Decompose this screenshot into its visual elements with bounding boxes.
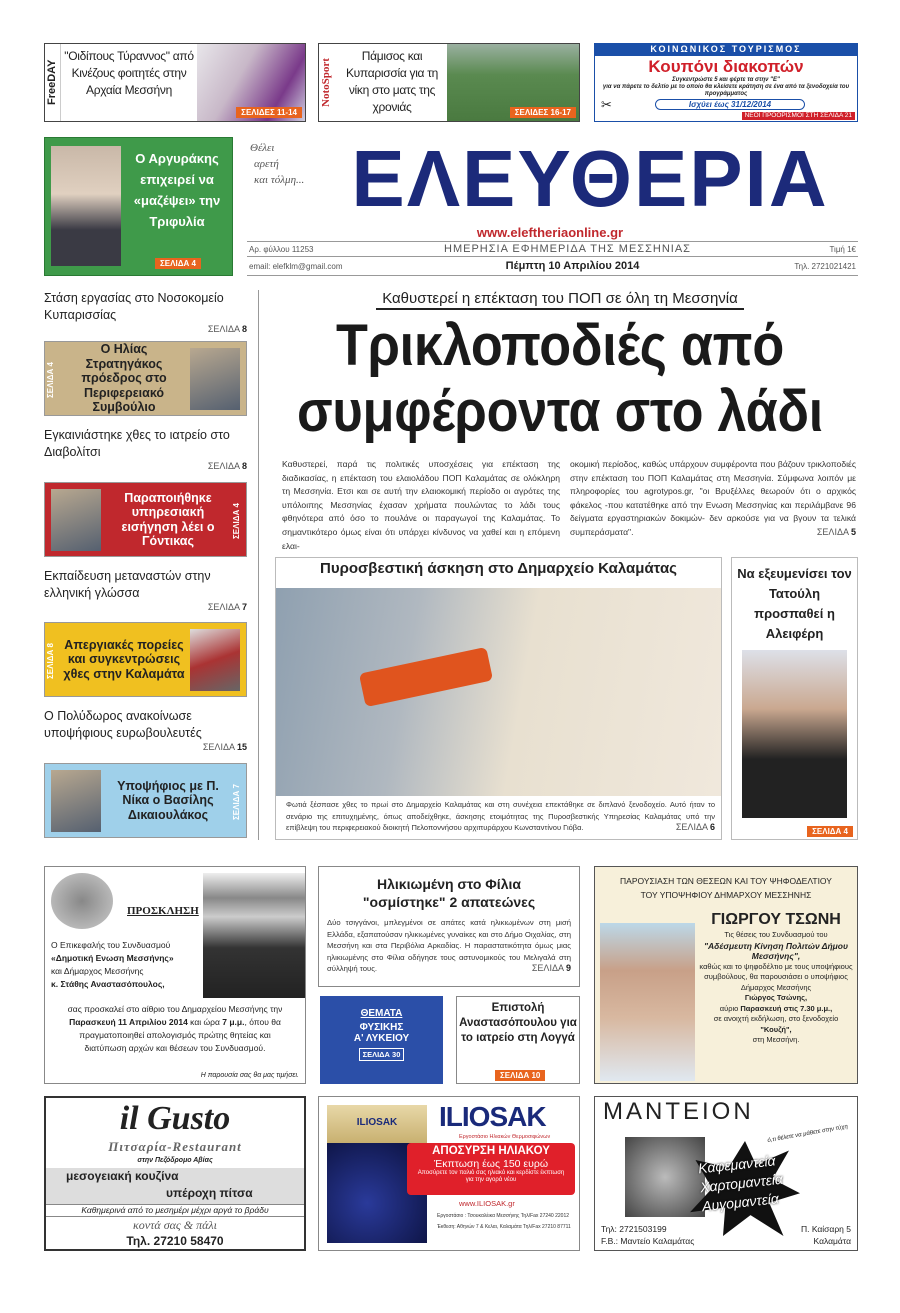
paper-subtitle: ΗΜΕΡΗΣΙΑ ΕΦΗΜΕΡΙΔΑ ΤΗΣ ΜΕΣΣΗΝΙΑΣ bbox=[444, 243, 691, 255]
letter-teaser[interactable] bbox=[456, 996, 580, 1084]
iliosak-factory: Εργοστάσιο : Τσουκαλέικα Μεσσήνης Τηλ/Fax 27240 22012 bbox=[437, 1213, 570, 1219]
lead-body-col1: Καθυστερεί, παρά τις πολιτικές υποσχέσεις για επέκταση της διαδικασίας, η επέκταση του ελαιολάδου ΠΟΠ Καλαμάτας σε ολόκληρη τη Μεσσηνία. Ετσι και σε αυτή την ελαιοκομική περίοδο οι αγρότες της υπόλοιπης Μεσσηνίας έχασαν χρήματα πουλώντας το λάδι τους φθηνότερα από όσο το πουλάνε οι παραγωγοί της Καλαμάτας. Το σημαντικότερο όμως είναι ότι υπάρχει κίνδυνος να χαθεί και η επόμενη ελαι- bbox=[282, 459, 560, 551]
left-teaser-strikes[interactable] bbox=[44, 622, 247, 697]
teaser-text: Ο Ηλίας Στρατηγάκος πρόεδρος στο Περιφερειακό Συμβούλιο bbox=[81, 342, 167, 415]
filia-body: Δύο τσιγγάνοι, μπλεγμένοι σε απάτες κατά ηλικιωμένων στη μισή Ελλάδα, εξαπατούσαν ηλικιωμένες γυναίκες και στο Δήμο Οιχαλίας, στη Μεσσήνη και στα Περιβόλια Αρκαδίας. Η παραστατικότητα όμως μιας ηλικιωμένης στο Φίλια οδήγησε τους αστυνομικούς του Μελιγαλά στη σύλληψή τους. bbox=[327, 918, 571, 973]
page-tag: ΣΕΛΙΔΑ 30 bbox=[359, 1048, 405, 1061]
issue-number: Αρ. φύλλου 11253 bbox=[249, 245, 314, 254]
invitation-line: «Δημοτική Ενωση Μεσσήνης» bbox=[51, 953, 174, 963]
filia-headline-line: "οσμίστηκε" 2 απατεώνες bbox=[362, 894, 536, 910]
page-tag: ΣΕΛΙΔΑ 10 bbox=[495, 1070, 545, 1081]
teaser-notosport[interactable] bbox=[318, 43, 580, 122]
tsonis-line: Παρασκευή στις 7.30 μ.μ., bbox=[740, 1003, 833, 1013]
page-tag: ΣΕΛΙΔΑ 8 bbox=[46, 643, 55, 679]
page-tag: ΣΕΛΙΔΕΣ 16-17 bbox=[510, 107, 576, 118]
page-tag: ΣΕΛΙΔΕΣ 11-14 bbox=[236, 107, 302, 118]
fire-drill-photo bbox=[276, 588, 721, 796]
invitation-date: Παρασκευή 11 Απριλίου 2014 bbox=[69, 1017, 188, 1027]
tsonis-line: αύριο bbox=[719, 1003, 739, 1013]
iliosak-ad[interactable] bbox=[318, 1096, 580, 1251]
motto-line: και τόλμη... bbox=[254, 174, 305, 186]
page-label: ΣΕΛΙΔΑ bbox=[207, 324, 240, 334]
coupon-header: ΚΟΙΝΩΝΙΚΟΣ ΤΟΥΡΙΣΜΟΣ bbox=[595, 44, 857, 56]
aleiferi-photo bbox=[742, 650, 847, 818]
ilgusto-ad[interactable] bbox=[44, 1096, 306, 1251]
lead-body-col2: οκομική περίοδος, καθώς υπάρχουν συμφέροντα που βάζουν τρικλοποδιές στην επέκταση του ΠΟΠ Καλαμάτας στη Μεσσηνία. Σύμφωνα λοιπόν με πληροφορίες του agrotypos.gr, "οι Βρυξέλλες θεωρούν ότι ο αρχικός φάκελος -που κατατέθηκε από την Ενωση Μεσσηνίας και περιλάμβανε 96 δείγματα εργαστηριακών δοκιμών- δεν αρκούσε για να βγουν τα τελικά συμπεράσματα". bbox=[570, 459, 856, 537]
right-feature-text: Να εξευμενίσει τον Τατούλη προσπαθεί η Αλειφέρη bbox=[737, 566, 852, 641]
teaser-freeday[interactable] bbox=[44, 43, 306, 122]
manteion-logo: ΜΑΝΤΕΙΟΝ bbox=[603, 1098, 754, 1125]
teaser-text: Υποψήφιος με Π. Νίκα ο Βασίλης Δικαιουλάκος bbox=[117, 778, 219, 822]
ilgusto-logo: il Gusto bbox=[119, 1100, 231, 1137]
physics-line: ΘΕΜΑΤΑ bbox=[360, 1008, 403, 1019]
page-number: 6 bbox=[709, 822, 715, 832]
teaser-photo bbox=[190, 348, 240, 410]
tsonis-line: Τις θέσεις του Συνδυασμού του bbox=[724, 930, 828, 939]
page-tag: ΣΕΛΙΔΑ 4 bbox=[232, 503, 241, 539]
page-tag: ΣΕΛΙΔΑ 4 bbox=[155, 258, 201, 269]
lead-kicker: Καθυστερεί η επέκταση του ΠΟΠ σε όλη τη Μεσσηνία bbox=[376, 290, 744, 310]
lead-story[interactable] bbox=[262, 290, 858, 310]
left-teaser-dikaioulakos[interactable] bbox=[44, 763, 247, 838]
ilgusto-line: υπέροχη πίτσα bbox=[166, 1186, 253, 1200]
ilgusto-line: κοντά σας & πάλι bbox=[133, 1218, 217, 1232]
manteion-address: Π. Καίσαρη 5 bbox=[800, 1224, 851, 1234]
photo-story-headline: Πυροσβεστική άσκηση στο Δημαρχείο Καλαμάτας bbox=[320, 560, 677, 577]
price: Τιμή 1€ bbox=[829, 245, 856, 254]
left-item[interactable] bbox=[44, 427, 247, 471]
left-teaser-stratigakos[interactable] bbox=[44, 341, 247, 416]
page-number: 8 bbox=[241, 324, 247, 334]
photo-story[interactable] bbox=[275, 557, 722, 840]
page-tag: ΣΕΛΙΔΑ 4 bbox=[46, 362, 55, 398]
email[interactable]: email: elefklm@gmail.com bbox=[249, 262, 343, 271]
teaser-coupon[interactable] bbox=[594, 43, 858, 122]
page-tag: ΣΕΛΙΔΑ 4 bbox=[807, 826, 853, 837]
invitation-line: και Δήμαρχος Μεσσήνης bbox=[51, 966, 144, 976]
teaser-photo bbox=[190, 629, 240, 691]
manteion-service: Καφεμαντεία bbox=[697, 1152, 777, 1177]
invitation-title: ΠΡΟΣΚΛΗΣΗ bbox=[127, 905, 199, 917]
teaser-text: Απεργιακές πορείες και συγκεντρώσεις χθες στην Καλαμάτα bbox=[63, 637, 185, 681]
manteion-ad[interactable] bbox=[594, 1096, 858, 1251]
item-text: Στάση εργασίας στο Νοσοκομείο Κυπαρισσίας bbox=[44, 291, 224, 322]
invitation-line: κ. Στάθης Αναστασόπουλος, bbox=[51, 979, 165, 989]
iliosak-store: Έκθεση: Αθηνών 7 & Κελαι, Καλαμάτα Τηλ/Fax 27210 87711 bbox=[437, 1224, 571, 1230]
tsonis-line: "Κουζή", bbox=[760, 1024, 792, 1034]
teaser-text: "Οιδίπους Τύραννος" από Κινέζους φοιτητές στην Αρχαία Μεσσήνη bbox=[64, 49, 194, 97]
notosport-brand: NotoSport bbox=[320, 58, 332, 107]
invitation-line: Ο Επικεφαλής του Συνδυασμού bbox=[51, 940, 171, 950]
invitation-line: σας προσκαλεί στο αίθριο του Δημαρχείου Μεσσήνης την bbox=[67, 1004, 283, 1014]
iliosak-title: ΑΠΟΣΥΡΣΗ ΗΛΙΑΚΟΥ bbox=[432, 1145, 550, 1157]
right-feature[interactable] bbox=[731, 557, 858, 840]
coupon-title: Κουπόνι διακοπών bbox=[648, 57, 804, 76]
freeday-brand: FreeDAY bbox=[46, 59, 58, 106]
coupon-line2: για να πάρετε το δελτίο με το οποίο θα κλείσετε κράτηση σε ένα από τα ξενοδοχεία του προγράμματος bbox=[602, 84, 850, 97]
coalition-logo bbox=[51, 873, 113, 929]
iliosak-tagline: Εργοστάσιο Ηλιακών Θερμοσιφώνων bbox=[459, 1134, 551, 1140]
newspaper-logo: ΕΛΕΥΘΕΡΙΑ bbox=[351, 134, 829, 223]
physics-teaser[interactable] bbox=[320, 996, 443, 1084]
tsonis-header: ΠΑΡΟΥΣΙΑΣΗ ΤΩΝ ΘΕΣΕΩΝ ΚΑΙ ΤΟΥ ΨΗΦΟΔΕΛΤΙΟΥ bbox=[620, 876, 832, 886]
page-label: ΣΕΛΙΔΑ bbox=[816, 526, 849, 537]
invitation-line: και ώρα bbox=[190, 1017, 220, 1027]
page-number: 8 bbox=[241, 461, 247, 471]
scissors-icon: ✂ bbox=[601, 97, 612, 112]
page-label: ΣΕΛΙΔΑ bbox=[531, 963, 564, 973]
left-item[interactable] bbox=[44, 708, 247, 752]
invitation-closing: Η παρουσία σας θα μας τιμήσει. bbox=[200, 1072, 299, 1079]
iliosak-logo: ILIOSAK bbox=[439, 1101, 546, 1132]
feature-text: Ο Αργυράκης επιχειρεί να «μαζέψει» την Τριφυλία bbox=[133, 151, 221, 229]
manteion-facebook: F.B.: Μαντείο Καλαμάτας bbox=[601, 1236, 695, 1246]
tsonis-ad[interactable] bbox=[594, 866, 858, 1084]
iliosak-offer: Έκπτωση έως 150 ευρώ bbox=[433, 1158, 549, 1170]
filia-headline-line: Ηλικιωμένη στο Φίλια bbox=[377, 876, 521, 892]
physics-line: ΦΥΣΙΚΗΣ bbox=[359, 1022, 404, 1033]
phone: Τηλ. 2721021421 bbox=[794, 262, 856, 271]
rescue-stretcher bbox=[359, 647, 493, 707]
ilgusto-phone: Τηλ. 27210 58470 bbox=[126, 1234, 224, 1248]
page-label: ΣΕΛΙΔΑ bbox=[207, 602, 240, 612]
page-label: ΣΕΛΙΔΑ bbox=[202, 742, 235, 752]
coupon-line1: Συγκεντρώστε 5 και φέρτε τα στην "Ε" bbox=[672, 77, 780, 83]
motto-line: Θέλει bbox=[250, 142, 275, 154]
coupon-footer: ΝΕΟΙ ΠΡΟΟΡΙΣΜΟΙ ΣΤΗ ΣΕΛΙΔΑ 21 bbox=[742, 112, 855, 120]
fortune-teller-photo bbox=[625, 1137, 705, 1217]
page-tag: ΣΕΛΙΔΑ 7 bbox=[232, 784, 241, 820]
manteion-phone: Τηλ: 2721503199 bbox=[601, 1224, 667, 1234]
left-teaser-gontikas[interactable] bbox=[44, 482, 247, 557]
website-url[interactable]: www.eleftheriaonline.gr bbox=[476, 225, 624, 240]
teaser-text: Πάμισος και Κυπαρισσία για τη νίκη στο ματς της χρονιάς bbox=[345, 49, 439, 114]
issue-date: Πέμπτη 10 Απριλίου 2014 bbox=[505, 260, 640, 272]
tsonis-line: "Αδέσμευτη Κίνηση Πολιτών Δήμου Μεσσήνης", bbox=[703, 940, 848, 961]
ilgusto-sub: Πιτσαρία-Restaurant bbox=[108, 1139, 242, 1154]
page-label: ΣΕΛΙΔΑ bbox=[675, 822, 708, 832]
item-text: Εκπαίδευση μεταναστών στην ελληνική γλώσσα bbox=[44, 569, 211, 600]
manteion-service: Χαρτομαντεία bbox=[699, 1170, 784, 1196]
teaser-text: Παραποιήθηκε υπηρεσιακή εισήγηση λέει ο Γόντικας bbox=[121, 490, 215, 548]
left-item[interactable] bbox=[44, 568, 247, 612]
item-text: Ο Πολύδωρος ανακοίνωσε υποψήφιους ευρωβουλευτές bbox=[44, 709, 202, 740]
invitation-ad[interactable] bbox=[44, 866, 306, 1084]
tsonis-line: Γιώργος Τσώνης, bbox=[744, 993, 808, 1002]
page-label: ΣΕΛΙΔΑ bbox=[207, 461, 240, 471]
filia-story[interactable] bbox=[318, 866, 580, 987]
manteion-service: Αυγομαντεία bbox=[701, 1190, 780, 1215]
left-item[interactable] bbox=[44, 290, 247, 334]
item-text: Εγκαινιάστηκε χθες το ιατρείο στο Διαβολίτσι bbox=[44, 428, 230, 459]
tsonis-header: ΤΟΥ ΥΠΟΨΗΦΙΟΥ ΔΗΜΑΡΧΟΥ ΜΕΣΣΗΝΗΣ bbox=[640, 890, 812, 900]
photo-caption: Φωτιά ξέσπασε χθες το πρωί στο Δημαρχείο Καλαμάτας και στη συνέχεια επεκτάθηκε σε διπλανό ξενοδοχείο. Αυτό ήταν το σενάριο της επιτυχημένης, όπως αποδείχθηκε, άσκησης ετοιμότητας της Πυροσβεστικής Υπηρεσίας Καλαμάτας υπό την επίβλεψη του περιφερειακού διοικητή Πελοποννήσου αρχιπυράρχου Κωνσταντίνου Γιόβα. bbox=[286, 800, 715, 832]
column-divider bbox=[258, 290, 259, 840]
tsonis-name: ΓΙΩΡΓΟΥ ΤΣΩΝΗ bbox=[711, 911, 841, 928]
coupon-valid: Ισχύει έως 31/12/2014 bbox=[655, 99, 805, 110]
lead-headline-line: συμφέροντα στο λάδι bbox=[296, 379, 824, 444]
iliosak-desc: Αποσύρετε τον παλιό σας ηλιακό και κερδίστε έκπτωση για την αγορά νέου bbox=[417, 1170, 565, 1183]
page-number: 9 bbox=[565, 963, 571, 973]
manteion-city: Καλαμάτα bbox=[813, 1236, 851, 1246]
invitation-line: , όπου θα πραγματοποιηθεί απολογισμός πρώτης θητείας και διατύπωση αρχών και θέσεων του Συνδυασμού. bbox=[79, 1017, 281, 1053]
masthead-feature[interactable] bbox=[44, 137, 233, 276]
motto-line: αρετή bbox=[254, 158, 279, 170]
tsonis-photo bbox=[600, 923, 695, 1081]
invitation-time: 7 μ.μ. bbox=[222, 1017, 245, 1027]
teaser-photo bbox=[51, 489, 101, 551]
manteion-slogan: ό,τι θέλετε να μάθετε στην τύχη bbox=[767, 1123, 849, 1145]
iliosak-url[interactable]: www.ILIOSAK.gr bbox=[459, 1199, 515, 1208]
ilgusto-location: στην Πεζόδρομο Αβίας bbox=[137, 1157, 213, 1164]
tsonis-line: καθώς και το ψηφοδέλτιο με τους υποψήφιους συμβούλους, θα παρουσιάσει ο υποψήφιος Δήμαρχος Μεσσήνης bbox=[699, 961, 853, 992]
tsonis-line: σε ανοιχτή εκδήλωση, στο ξενοδοχείο bbox=[713, 1014, 839, 1023]
iliosak-small-logo: ILIOSAK bbox=[356, 1117, 398, 1128]
physics-line: Α' ΛΥΚΕΙΟΥ bbox=[353, 1033, 410, 1044]
ilgusto-line: Καθημερινά από το μεσημέρι μέχρι αργά το βράδυ bbox=[46, 1204, 304, 1217]
lead-headline-line: Τρικλοποδιές από bbox=[335, 313, 785, 378]
page-number: 7 bbox=[241, 602, 247, 612]
feature-photo bbox=[51, 146, 121, 266]
letter-text: Επιστολή Αναστασόπουλου για το ιατρείο στη Λογγά bbox=[459, 1002, 577, 1044]
ilgusto-line: μεσογειακή κουζίνα bbox=[66, 1169, 179, 1183]
page-number: 15 bbox=[236, 742, 247, 752]
candidate-photo bbox=[203, 873, 305, 998]
page-number: 5 bbox=[850, 526, 856, 537]
tsonis-line: στη Μεσσήνη. bbox=[752, 1035, 800, 1044]
teaser-photo bbox=[51, 770, 101, 832]
